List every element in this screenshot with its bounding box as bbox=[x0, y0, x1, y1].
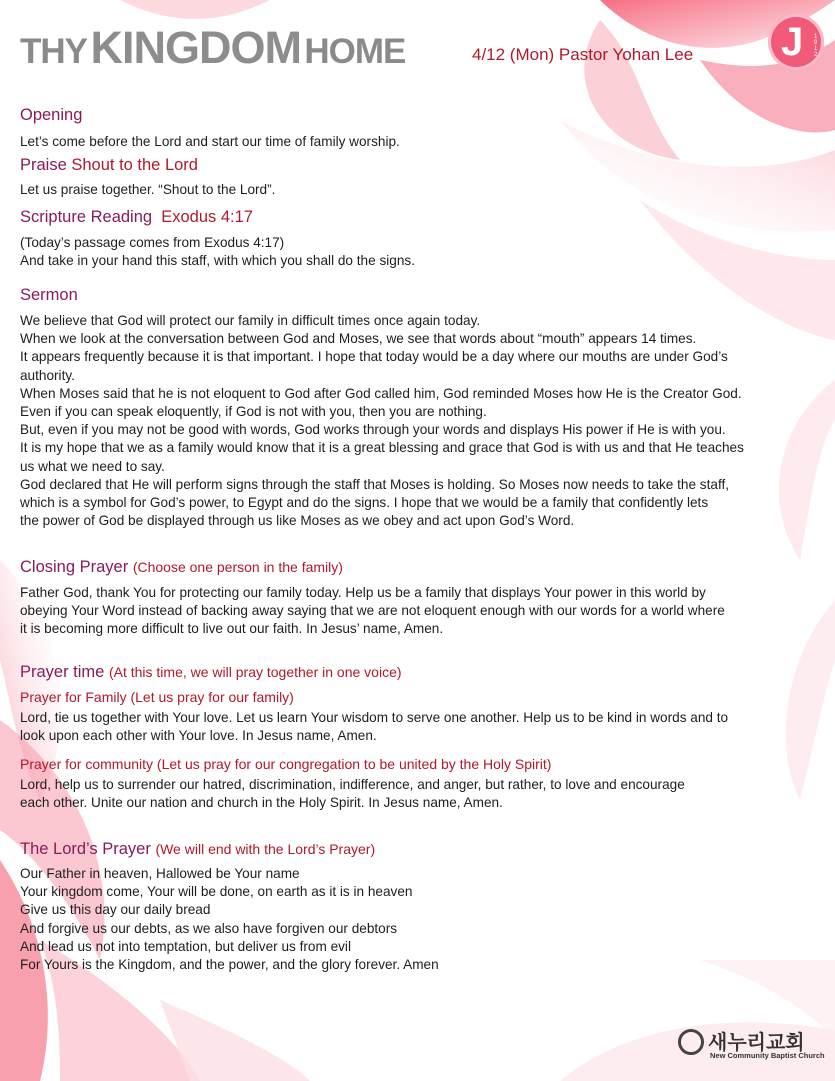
closing-prayer-text: Father God, thank You for protecting our family today. Help us be a family that displays Your power in this world by obeying Your Word instead of backing away saying that we are not eloquent enough with our words for a world where it is becoming more difficult to live out our faith. In Jesus’ name, Amen. bbox=[20, 585, 725, 637]
opening-text: Let’s come before the Lord and start our time of family worship. bbox=[20, 134, 400, 149]
lords-prayer-text: Our Father in heaven, Hallowed be Your name Your kingdom come, Your will be done, on earth as it is in heaven Give us this day our daily bread And forgive us our debts, as we also have forgiven our debtors And lead us not into temptation, but deliver us from evil For Yours is the Kingdom, and the power, and the glory forever. Amen bbox=[20, 866, 439, 973]
sermon-text: We believe that God will protect our family in difficult times once again today. When we look at the conversation between God and Moses, we see that words about “mouth” appears 14 times. It appears frequently because it is that important. I hope that today would be a day where our mouths are under God’s authority. When Moses said that he is not eloquent to God after God called him, God reminded Moses how He is the Creator God. Even if you can speak eloquently, if God is not with you, then you are nothing. But, even if you may not be good with words, God works through your words and displays His power if He is with you. It is my hope that we as a family would know that it is a great blessing and grace that God is with us and that He teaches us what we need to say. God declared that He will perform signs through the staff that Moses is holding. So Moses now needs to take the staff, which is a symbol for God’s power, to Egypt and do the signs. I hope that we would be a family that confidently lets the power of God be displayed through us like Moses as we obey and act upon God’s Word. bbox=[20, 313, 744, 529]
lords-prayer-note: (We will end with the Lord’s Prayer) bbox=[155, 841, 376, 857]
church-logo-icon bbox=[678, 1029, 704, 1055]
prayer-family-heading: Prayer for Family (Let us pray for our family) bbox=[20, 689, 294, 705]
prayer-time-heading: Prayer time (At this time, we will pray together in one voice) bbox=[20, 663, 402, 681]
closing-prayer-heading: Closing Prayer (Choose one person in the family) bbox=[20, 558, 343, 576]
prayer-community-heading: Prayer for community (Let us pray for our congregation to be united by the Holy Spirit) bbox=[20, 756, 552, 772]
prayer-community-text: Lord, help us to surrender our hatred, discrimination, indifference, and anger, but rather, to love and encourage each other. Unite our nation and church in the Holy Spirit. In Jesus name, Amen. bbox=[20, 777, 685, 811]
date-pastor: 4/12 (Mon) Pastor Yohan Lee bbox=[472, 45, 694, 64]
opening-heading: Opening bbox=[20, 106, 83, 124]
praise-song: Shout to the Lord bbox=[71, 156, 198, 174]
praise-text: Let us praise together. “Shout to the Lord”. bbox=[20, 182, 276, 197]
closing-prayer-note: (Choose one person in the family) bbox=[132, 559, 343, 575]
church-logo bbox=[678, 1026, 828, 1062]
page-title bbox=[20, 22, 405, 74]
logo-digits: 1912 bbox=[814, 34, 818, 58]
logo-letter: J bbox=[781, 20, 804, 64]
church-name-english: New Community Baptist Church bbox=[710, 1051, 825, 1060]
scripture-text: (Today’s passage comes from Exodus 4:17) And take in your hand this staff, with which you shall do the signs. bbox=[20, 235, 415, 269]
lords-prayer-heading: The Lord’s Prayer (We will end with the Lord’s Prayer) bbox=[20, 840, 376, 858]
scripture-reference: Exodus 4:17 bbox=[161, 208, 253, 226]
church-name-korean: 새누리교회 bbox=[708, 1030, 805, 1054]
sermon-heading: Sermon bbox=[20, 286, 78, 304]
title-home: HOME bbox=[304, 32, 406, 71]
praise-heading: Praise Shout to the Lord bbox=[20, 156, 198, 174]
prayer-time-note: (At this time, we will pray together in one voice) bbox=[108, 664, 402, 680]
title-kingdom: KINGDOM bbox=[90, 22, 301, 73]
prayer-family-text: Lord, tie us together with Your love. Let us learn Your wisdom to serve one another. Help us to be kind in words and to look upon each other with Your love. In Jesus name, Amen. bbox=[20, 710, 729, 744]
title-thy: THY bbox=[20, 32, 87, 71]
scripture-heading: Scripture Reading Exodus 4:17 bbox=[20, 208, 253, 226]
j-logo-icon bbox=[768, 14, 824, 70]
